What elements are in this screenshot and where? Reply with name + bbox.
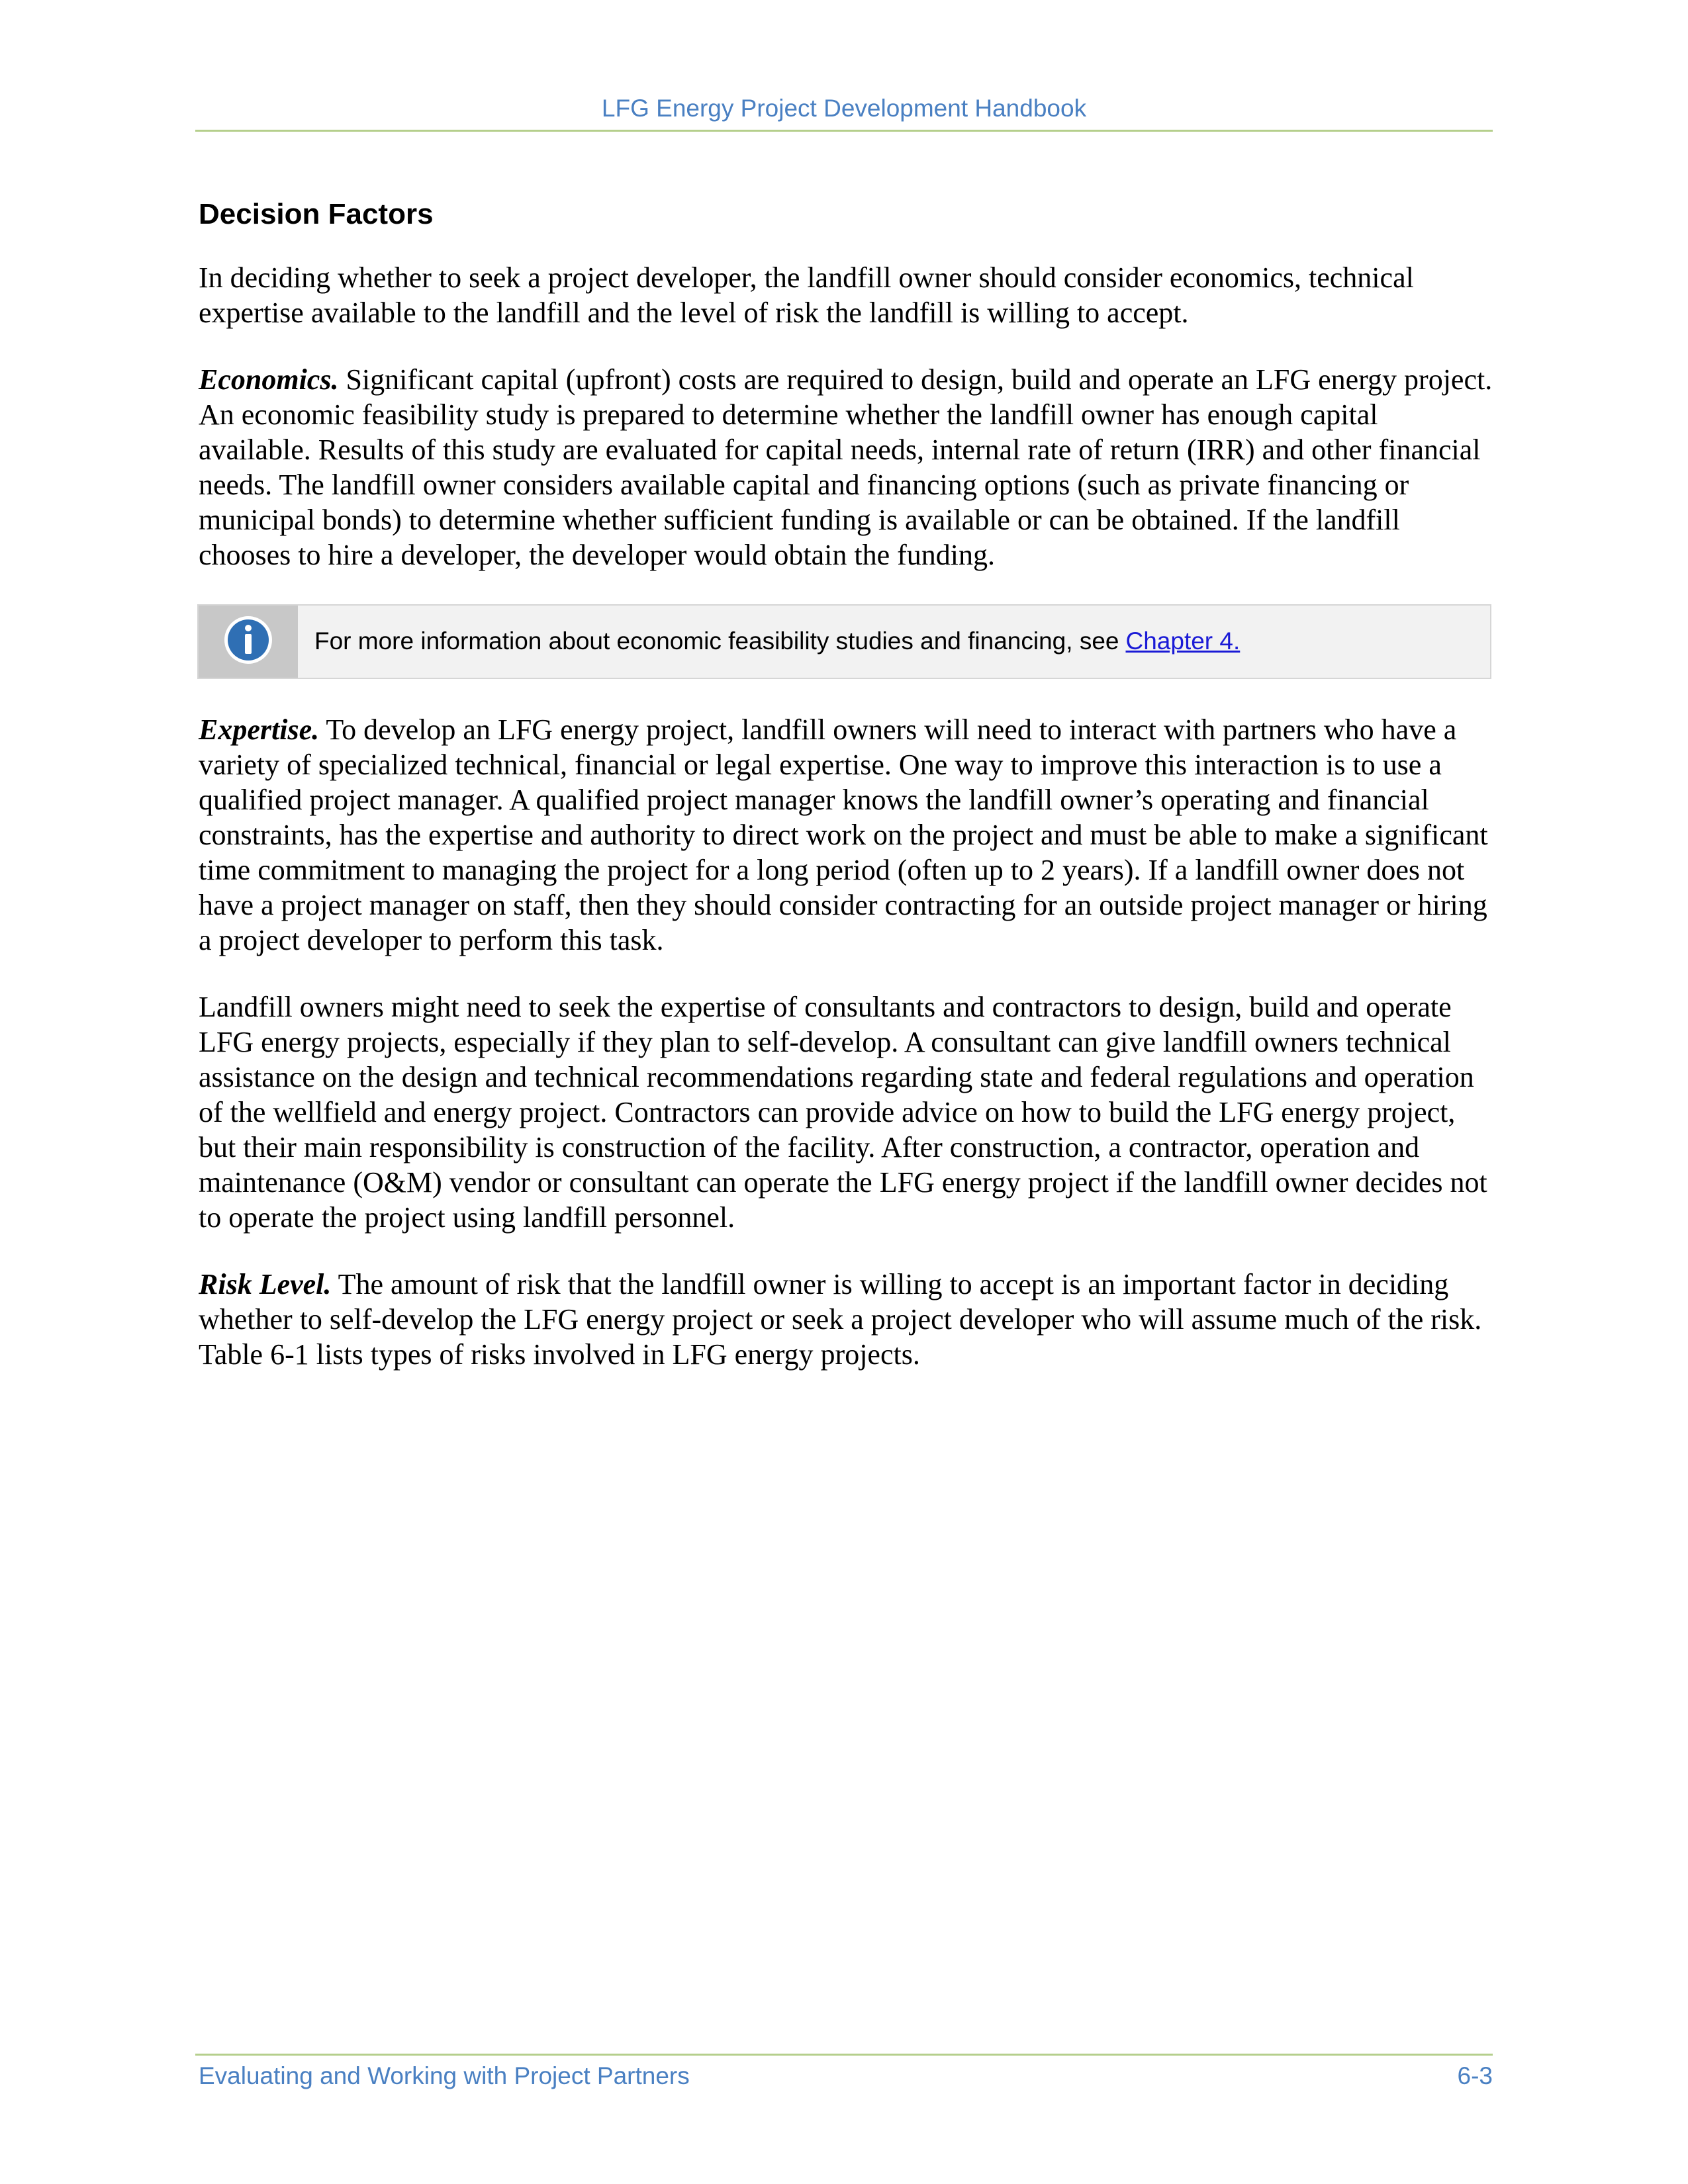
expertise-body: To develop an LFG energy project, landfill owners will need to interact with partners who have a variety of specialized technical, financial or legal expertise. One way to improve this interaction is to use a qualified project manager. A qualified project manager knows the landfill owner’s operating and financial constraints, has the expertise and authority to direct work on the project and must be able to make a significant time commitment to managing the project for a long period (often up to 2 years). If a landfill owner does not have a project manager on staff, then they should consider contracting for an outside project manager or hiring a project developer to perform this task. bbox=[199, 713, 1488, 956]
risk-lead: Risk Level. bbox=[199, 1267, 332, 1300]
economics-lead: Economics. bbox=[199, 363, 339, 396]
expertise-paragraph bbox=[199, 712, 1496, 958]
economics-paragraph bbox=[199, 362, 1496, 572]
consultants-paragraph: Landfill owners might need to seek the expertise of consultants and contractors to design, build and operate LFG energy projects, especially if they plan to self-develop. A consultant can give landfill owners technical assistance on the design and technical recommendations regarding state and federal regulations and operation of the wellfield and energy project. Contractors can provide advice on how to build the LFG energy project, but their main responsibility is construction of the facility. After construction, a contractor, operation and maintenance (O&M) vendor or consultant can operate the LFG energy project if the landfill owner decides not to operate the project using landfill personnel. bbox=[199, 990, 1487, 1234]
info-icon-cell bbox=[199, 606, 298, 678]
section-heading: Decision Factors bbox=[199, 198, 434, 230]
info-icon bbox=[222, 614, 274, 669]
chapter-4-link[interactable]: Chapter 4. bbox=[1125, 627, 1241, 655]
intro-paragraph: In deciding whether to seek a project developer, the landfill owner should consider economics, technical expertise available to the landfill and the level of risk the landfill is willing to accept. bbox=[199, 261, 1414, 329]
running-header: LFG Energy Project Development Handbook bbox=[601, 95, 1087, 122]
risk-body: The amount of risk that the landfill owner is willing to accept is an important factor in deciding whether to self-develop the LFG energy project or seek a project developer who will assume much of the risk. Table 6-1 lists types of risks involved in LFG energy projects. bbox=[199, 1267, 1482, 1371]
info-callout bbox=[197, 604, 1491, 679]
economics-body: Significant capital (upfront) costs are required to design, build and operate an LFG energy project. An economic feasibility study is prepared to determine whether the landfill owner has enough capital available. Results of this study are evaluated for capital needs, internal rate of return (IRR) and other financial needs. The landfill owner considers available capital and financing options (such as private financing or municipal bonds) to determine whether sufficient funding is available or can be obtained. If the landfill chooses to hire a developer, the developer would obtain the funding. bbox=[199, 363, 1493, 571]
main-content bbox=[199, 197, 1496, 1404]
footer-page-number: 6-3 bbox=[1457, 2062, 1493, 2089]
info-callout-label: For more information about economic feasibility studies and financing, see bbox=[314, 627, 1119, 655]
footer-rule bbox=[195, 2054, 1493, 2056]
footer-chapter-title: Evaluating and Working with Project Partners bbox=[199, 2062, 690, 2089]
info-callout-text bbox=[298, 606, 1240, 678]
risk-paragraph bbox=[199, 1267, 1496, 1372]
expertise-lead: Expertise. bbox=[199, 713, 320, 746]
header-rule bbox=[195, 130, 1493, 132]
